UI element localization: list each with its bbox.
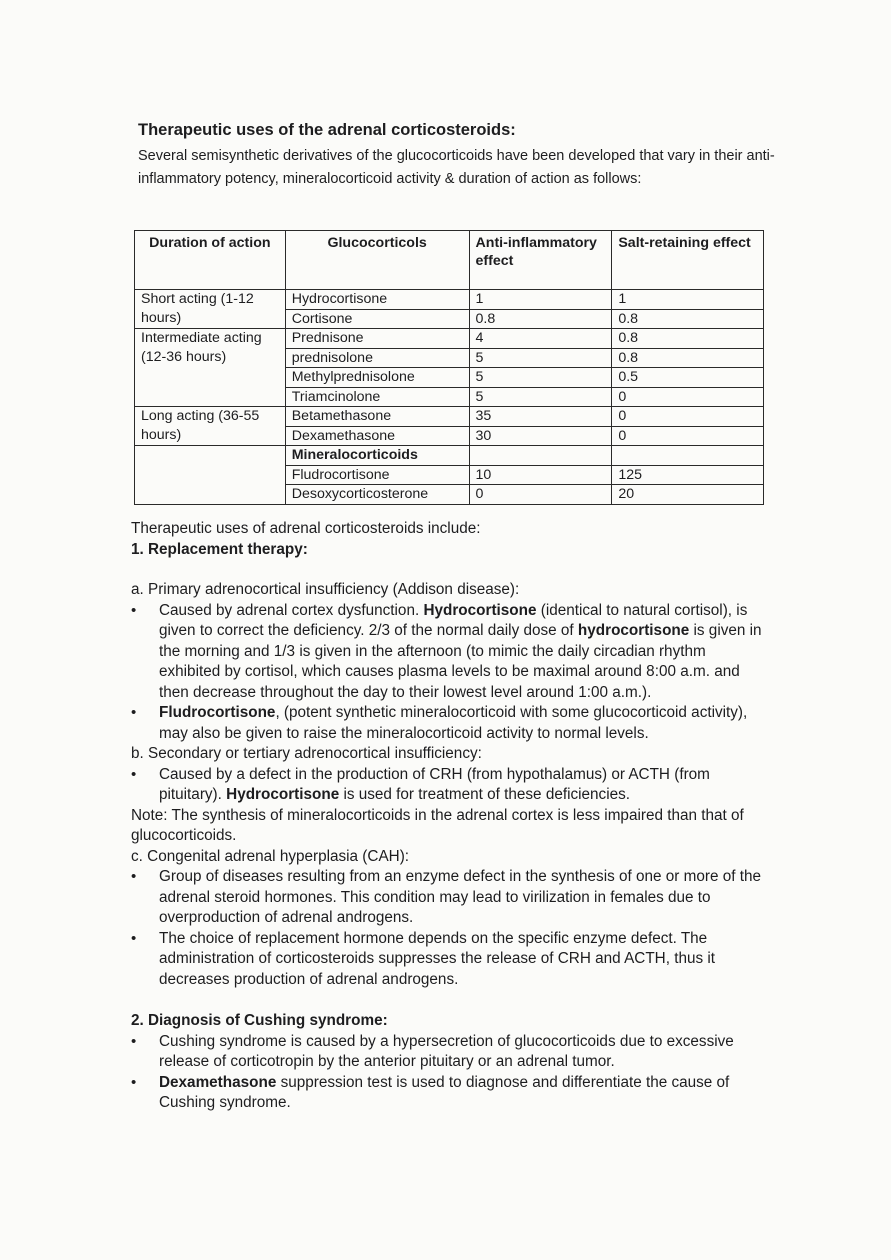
note-paragraph: Note: The synthesis of mineralocorticoids in the adrenal cortex is less impaired than that of glucocorticoids. bbox=[131, 806, 744, 844]
drug-cell: Triamcinolone bbox=[285, 387, 469, 407]
header-salt-retaining: Salt-retaining effect bbox=[612, 231, 764, 290]
primary-insufficiency-heading: a. Primary adrenocortical insufficiency (Addison disease): bbox=[131, 581, 520, 598]
list-item: • Caused by adrenal cortex dysfunction. Hydrocortisone (identical to natural cortisol), is given to correct the deficiency. 2/3 of the normal daily dose of hydrocortisone is given in the morning and 1/3 is given in the afternoon (to mimic the daily circadian rhythm exhibited by cortisol, which causes plasma levels to be maximal around 8:00 a.m. and then decrease throughout the day to their lowest level around 1:00 a.m.). bbox=[131, 601, 771, 704]
list-item: • The choice of replacement hormone depends on the specific enzyme defect. The administration of corticosteroids suppresses the release of CRH and ACTH, thus it decreases production of adrenal androgens. bbox=[131, 929, 771, 991]
anti-cell: 5 bbox=[469, 348, 612, 368]
list-item: • Cushing syndrome is caused by a hypersecretion of glucocorticoids due to excessive release of corticotropin by the anterior pituitary or an adrenal tumor. bbox=[131, 1032, 771, 1073]
salt-cell: 0.5 bbox=[612, 368, 764, 388]
salt-cell: 20 bbox=[612, 485, 764, 505]
anti-cell: 30 bbox=[469, 426, 612, 446]
duration-empty bbox=[135, 446, 286, 505]
table-row bbox=[135, 290, 764, 310]
header-glucocorticols: Glucocorticols bbox=[285, 231, 469, 290]
anti-cell: 5 bbox=[469, 387, 612, 407]
salt-cell: 0.8 bbox=[612, 348, 764, 368]
list-item: • Dexamethasone suppression test is used to diagnose and differentiate the cause of Cushing syndrome. bbox=[131, 1073, 771, 1114]
drug-cell: Fludrocortisone bbox=[285, 465, 469, 485]
anti-cell: 10 bbox=[469, 465, 612, 485]
header-anti-inflammatory: Anti-inflammatory effect bbox=[469, 231, 612, 290]
salt-cell: 0 bbox=[612, 407, 764, 427]
corticosteroid-table bbox=[134, 230, 764, 505]
anti-cell: 4 bbox=[469, 329, 612, 349]
table-row bbox=[135, 407, 764, 427]
section-cushing-diagnosis: 2. Diagnosis of Cushing syndrome: bbox=[131, 1012, 388, 1029]
drug-cell: Prednisone bbox=[285, 329, 469, 349]
cah-list bbox=[131, 867, 771, 990]
section-replacement-therapy: 1. Replacement therapy: bbox=[131, 540, 308, 558]
drug-cell: Cortisone bbox=[285, 309, 469, 329]
drug-cell: Dexamethasone bbox=[285, 426, 469, 446]
anti-cell bbox=[469, 446, 612, 466]
intro-paragraph: Several semisynthetic derivatives of the glucocorticoids have been developed that vary in their anti-inflammatory potency, mineralocorticoid activity & duration of action as follows: bbox=[138, 148, 775, 187]
salt-cell: 0 bbox=[612, 426, 764, 446]
salt-cell bbox=[612, 446, 764, 466]
uses-lead: Therapeutic uses of adrenal corticosteroids include: bbox=[131, 520, 481, 537]
cah-heading: c. Congenital adrenal hyperplasia (CAH): bbox=[131, 847, 410, 865]
table-row bbox=[135, 446, 764, 466]
duration-short: Short acting (1-12 hours) bbox=[135, 290, 286, 329]
drug-cell: prednisolone bbox=[285, 348, 469, 368]
salt-cell: 0 bbox=[612, 387, 764, 407]
salt-cell: 1 bbox=[612, 290, 764, 310]
body-text bbox=[131, 519, 771, 1114]
drug-cell: Methylprednisolone bbox=[285, 368, 469, 388]
duration-intermediate: Intermediate acting (12-36 hours) bbox=[135, 329, 286, 407]
list-item: • Fludrocortisone, (potent synthetic mineralocorticoid with some glucocorticoid activity), may also be given to raise the mineralocorticoid activity to normal levels. bbox=[131, 703, 771, 744]
anti-cell: 35 bbox=[469, 407, 612, 427]
cushing-list bbox=[131, 1032, 771, 1114]
list-item: • Caused by a defect in the production of CRH (from hypothalamus) or ACTH (from pituitary). Hydrocortisone is used for treatment of these deficiencies. bbox=[131, 765, 771, 806]
table-row bbox=[135, 329, 764, 349]
anti-cell: 0 bbox=[469, 485, 612, 505]
salt-cell: 0.8 bbox=[612, 329, 764, 349]
salt-cell: 0.8 bbox=[612, 309, 764, 329]
drug-cell: Betamethasone bbox=[285, 407, 469, 427]
drug-cell: Desoxycorticosterone bbox=[285, 485, 469, 505]
table-header-row bbox=[135, 231, 764, 290]
primary-insufficiency-list bbox=[131, 601, 771, 745]
drug-cell: Hydrocortisone bbox=[285, 290, 469, 310]
anti-cell: 5 bbox=[469, 368, 612, 388]
salt-cell: 125 bbox=[612, 465, 764, 485]
duration-long: Long acting (36-55 hours) bbox=[135, 407, 286, 446]
heading-block bbox=[138, 121, 778, 191]
header-duration: Duration of action bbox=[135, 231, 286, 290]
anti-cell: 0.8 bbox=[469, 309, 612, 329]
secondary-insufficiency-heading: b. Secondary or tertiary adrenocortical insufficiency: bbox=[131, 745, 482, 762]
list-item: • Group of diseases resulting from an enzyme defect in the synthesis of one or more of the adrenal steroid hormones. This condition may lead to virilization in females due to overproduction of adrenal androgens. bbox=[131, 867, 771, 929]
mineralocorticoids-subheading: Mineralocorticoids bbox=[285, 446, 469, 466]
secondary-insufficiency-list bbox=[131, 765, 771, 806]
page-title: Therapeutic uses of the adrenal corticosteroids: bbox=[138, 121, 516, 139]
anti-cell: 1 bbox=[469, 290, 612, 310]
